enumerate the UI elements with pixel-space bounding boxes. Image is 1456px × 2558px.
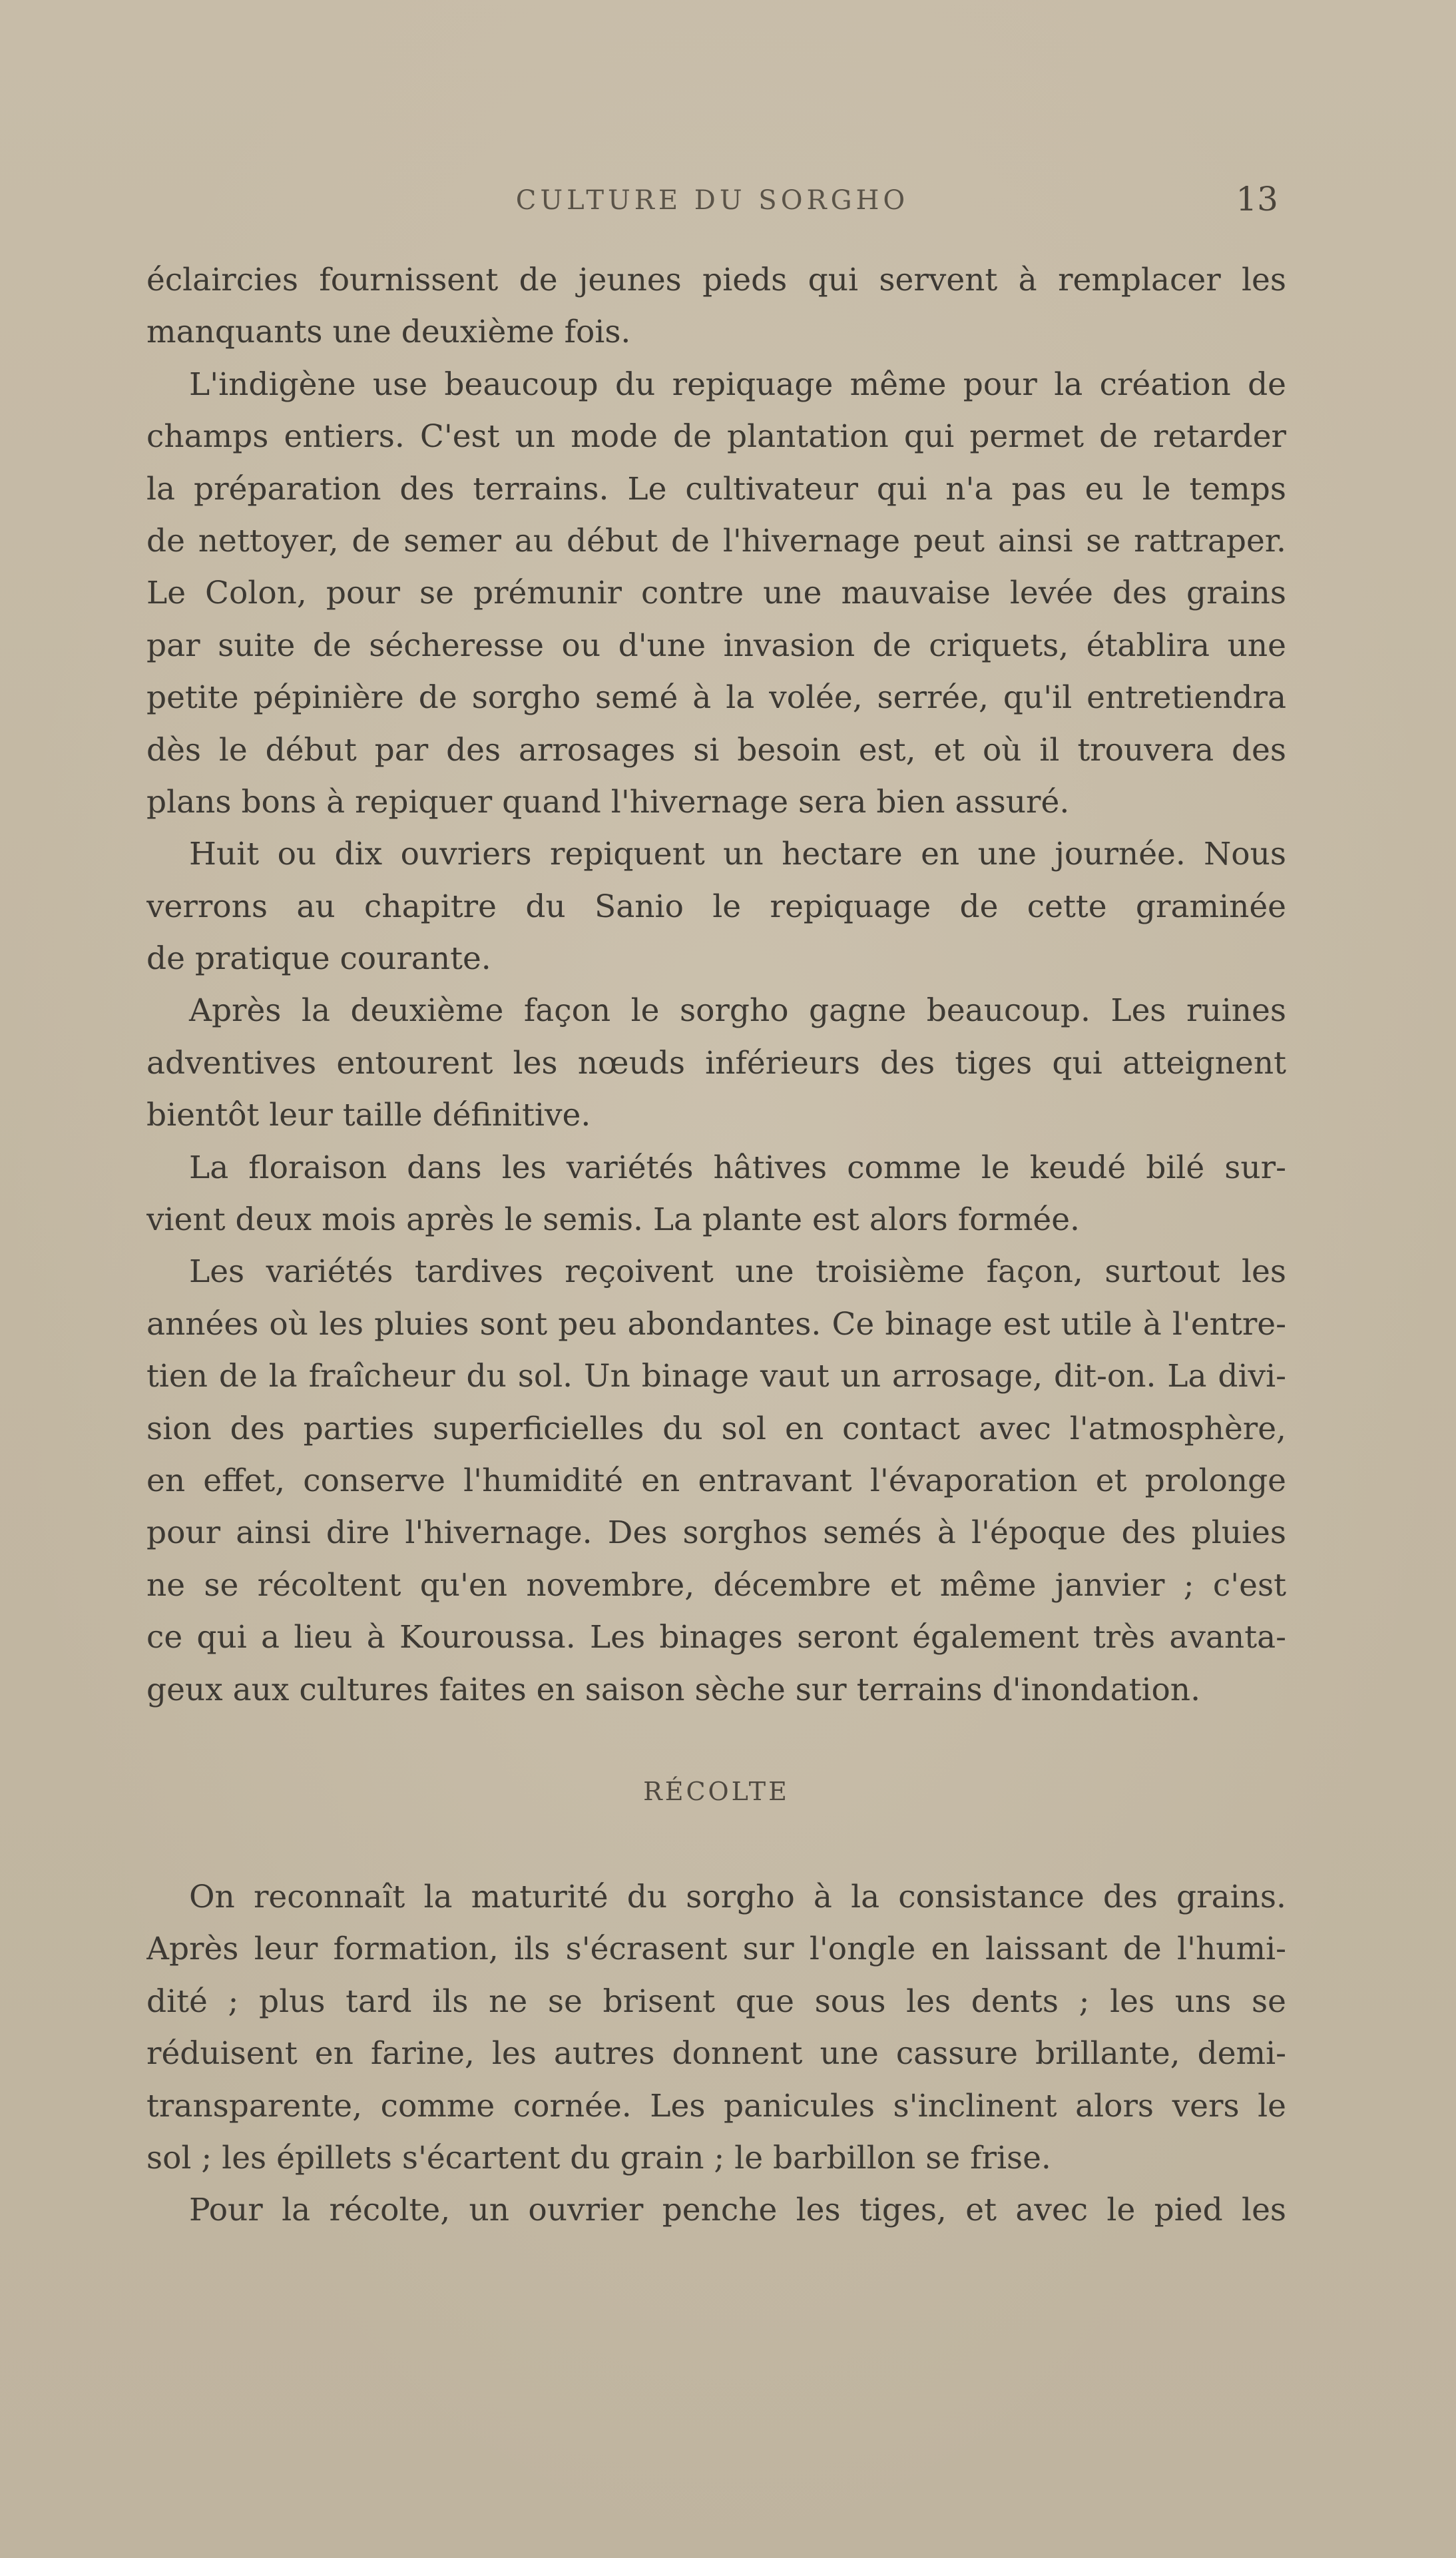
text-line: On reconnaît la maturité du sorgho à la consistance des grains. [189, 1879, 1286, 1915]
text-line: Les variétés tardives reçoivent une troisième façon, surtout les [189, 1253, 1286, 1291]
text-line: pour ainsi dire l'hivernage. Des sorghos semés à l'époque des pluies [146, 1514, 1286, 1552]
text-line: dès le début par des arrosages si besoin est, et où il trouvera des [146, 731, 1286, 769]
text-line: la préparation des terrains. Le cultivateur qui n'a pas eu le temps [146, 470, 1286, 507]
text-line: vient deux mois après le semis. La plante est alors formée. [146, 1201, 1080, 1239]
running-title: CULTURE DU SORGHO [515, 185, 909, 216]
text-line: ce qui a lieu à Kouroussa. Les binages seront également très avanta- [146, 1619, 1286, 1656]
text-line: verrons au chapitre du Sanio le repiquage de cette graminée [146, 888, 1286, 925]
text-line: champs entiers. C'est un mode de plantation qui permet de retarder [146, 418, 1286, 456]
text-line: réduisent en farine, les autres donnent une cassure brillante, demi- [146, 2035, 1286, 2073]
text-line: tien de la fraîcheur du sol. Un binage vaut un arrosage, dit-on. La divi- [146, 1358, 1286, 1395]
text-line: de pratique courante. [146, 940, 491, 978]
text-line: transparente, comme cornée. Les panicules s'inclinent alors vers le [146, 2087, 1286, 2124]
text-line: Pour la récolte, un ouvrier penche les tiges, et avec le pied les [189, 2192, 1286, 2229]
page-number: 13 [1236, 180, 1278, 218]
body-text [146, 254, 1286, 1716]
text-line: Après leur formation, ils s'écrasent sur l'ongle en laissant de l'humi- [146, 1931, 1286, 1968]
section-heading: RÉCOLTE [643, 1777, 790, 1806]
text-line: Le Colon, pour se prémunir contre une mauvaise levée des grains [146, 575, 1286, 612]
text-line: sion des parties superficielles du sol en contact avec l'atmosphère, [146, 1410, 1286, 1447]
section-text [146, 1871, 1286, 2237]
text-line: sol ; les épillets s'écartent du grain ; le barbillon se frise. [146, 2139, 1051, 2176]
text-line: petite pépinière de sorgho semé à la volée, serrée, qu'il entretiendra [146, 679, 1286, 717]
running-head [146, 180, 1278, 220]
text-line: Après la deuxième façon le sorgho gagne beaucoup. Les ruines [189, 992, 1286, 1030]
text-line: Huit ou dix ouvriers repiquent un hectare en une journée. Nous [189, 836, 1286, 873]
text-line: La floraison dans les variétés hâtives comme le keudé bilé sur- [189, 1149, 1286, 1186]
text-line: ne se récoltent qu'en novembre, décembre et même janvier ; c'est [146, 1566, 1286, 1604]
text-line: plans bons à repiquer quand l'hivernage sera bien assuré. [146, 783, 1070, 820]
text-line: de nettoyer, de semer au début de l'hivernage peut ainsi se rattraper. [146, 522, 1286, 559]
text-line: geux aux cultures faites en saison sèche sur terrains d'inondation. [146, 1671, 1201, 1708]
text-line: adventives entourent les nœuds inférieurs des tiges qui atteignent [146, 1044, 1286, 1082]
text-line: L'indigène use beaucoup du repiquage même pour la création de [189, 366, 1286, 403]
text-line: dité ; plus tard ils ne se brisent que sous les dents ; les uns se [146, 1983, 1286, 2020]
text-line: par suite de sécheresse ou d'une invasion de criquets, établira une [146, 627, 1286, 664]
text-line: bientôt leur taille définitive. [146, 1097, 591, 1134]
text-line: en effet, conserve l'humidité en entravant l'évaporation et prolonge [146, 1462, 1286, 1499]
text-line: années où les pluies sont peu abondantes. Ce binage est utile à l'entre- [146, 1305, 1286, 1343]
text-line: manquants une deuxième fois. [146, 314, 631, 351]
text-line: éclaircies fournissent de jeunes pieds qui servent à remplacer les [146, 262, 1286, 298]
